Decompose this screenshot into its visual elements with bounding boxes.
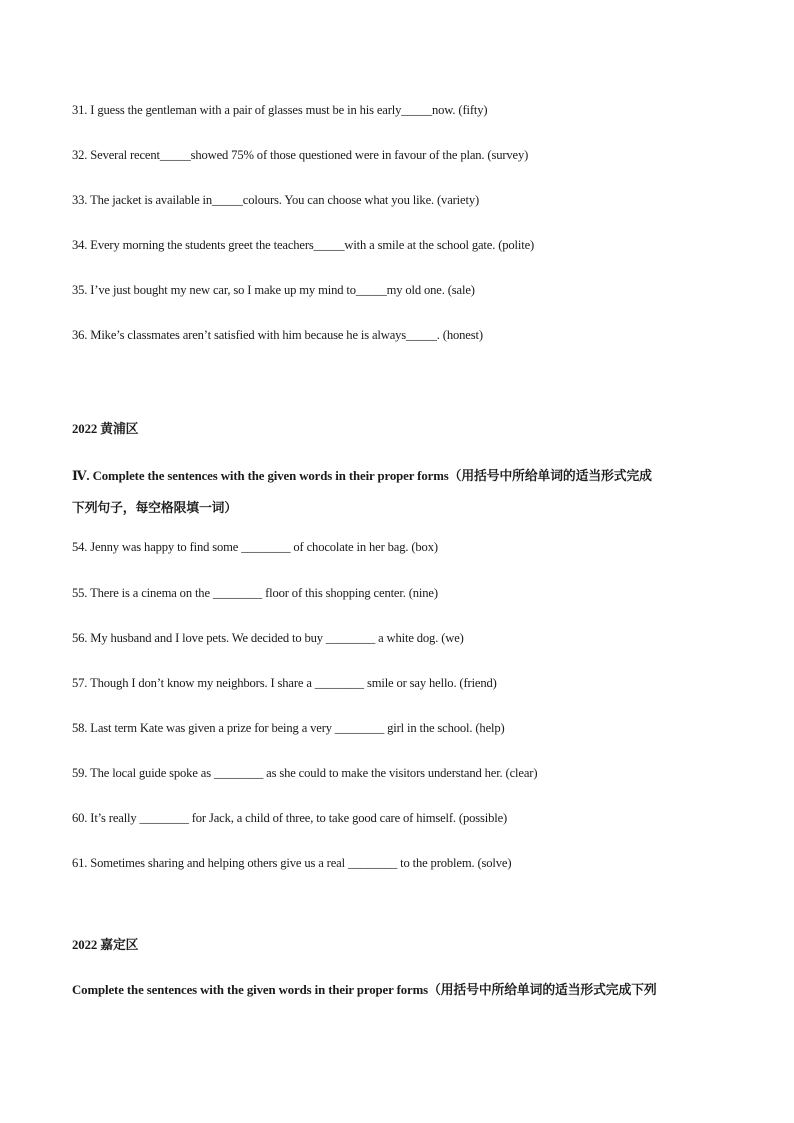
question-32: 32. Several recent_____showed 75% of those questioned were in favour of the plan. (survey): [72, 148, 529, 162]
instruction-line-1: Ⅳ. Complete the sentences with the given words in their proper forms（用括号中所给单词的适当形式完成: [72, 469, 652, 483]
section-heading-huangpu: 2022 黄浦区: [72, 422, 139, 436]
question-35: 35. I’ve just bought my new car, so I make up my mind to_____my old one. (sale): [72, 283, 475, 297]
question-59: 59. The local guide spoke as ________ as she could to make the visitors understand her. (clear): [72, 766, 538, 780]
question-57: 57. Though I don’t know my neighbors. I share a ________ smile or say hello. (friend): [72, 676, 497, 690]
instruction-line-2: 下列句子，每空格限填一词）: [72, 501, 238, 515]
question-56: 56. My husband and I love pets. We decided to buy ________ a white dog. (we): [72, 631, 464, 645]
question-55: 55. There is a cinema on the ________ floor of this shopping center. (nine): [72, 586, 438, 600]
question-36: 36. Mike’s classmates aren’t satisfied with him because he is always_____. (honest): [72, 328, 483, 342]
question-61: 61. Sometimes sharing and helping others give us a real ________ to the problem. (solve): [72, 856, 512, 870]
question-58: 58. Last term Kate was given a prize for being a very ________ girl in the school. (help): [72, 721, 505, 735]
question-60: 60. It’s really ________ for Jack, a child of three, to take good care of himself. (possible): [72, 811, 508, 825]
question-31: 31. I guess the gentleman with a pair of glasses must be in his early_____now. (fifty): [72, 103, 488, 117]
instruction-line-1: Complete the sentences with the given words in their proper forms（用括号中所给单词的适当形式完成下列: [72, 983, 657, 997]
question-34: 34. Every morning the students greet the teachers_____with a smile at the school gate. (polite): [72, 238, 535, 252]
question-54: 54. Jenny was happy to find some ________ of chocolate in her bag. (box): [72, 540, 438, 554]
section-heading-jiading: 2022 嘉定区: [72, 938, 139, 952]
question-33: 33. The jacket is available in_____colours. You can choose what you like. (variety): [72, 193, 480, 207]
